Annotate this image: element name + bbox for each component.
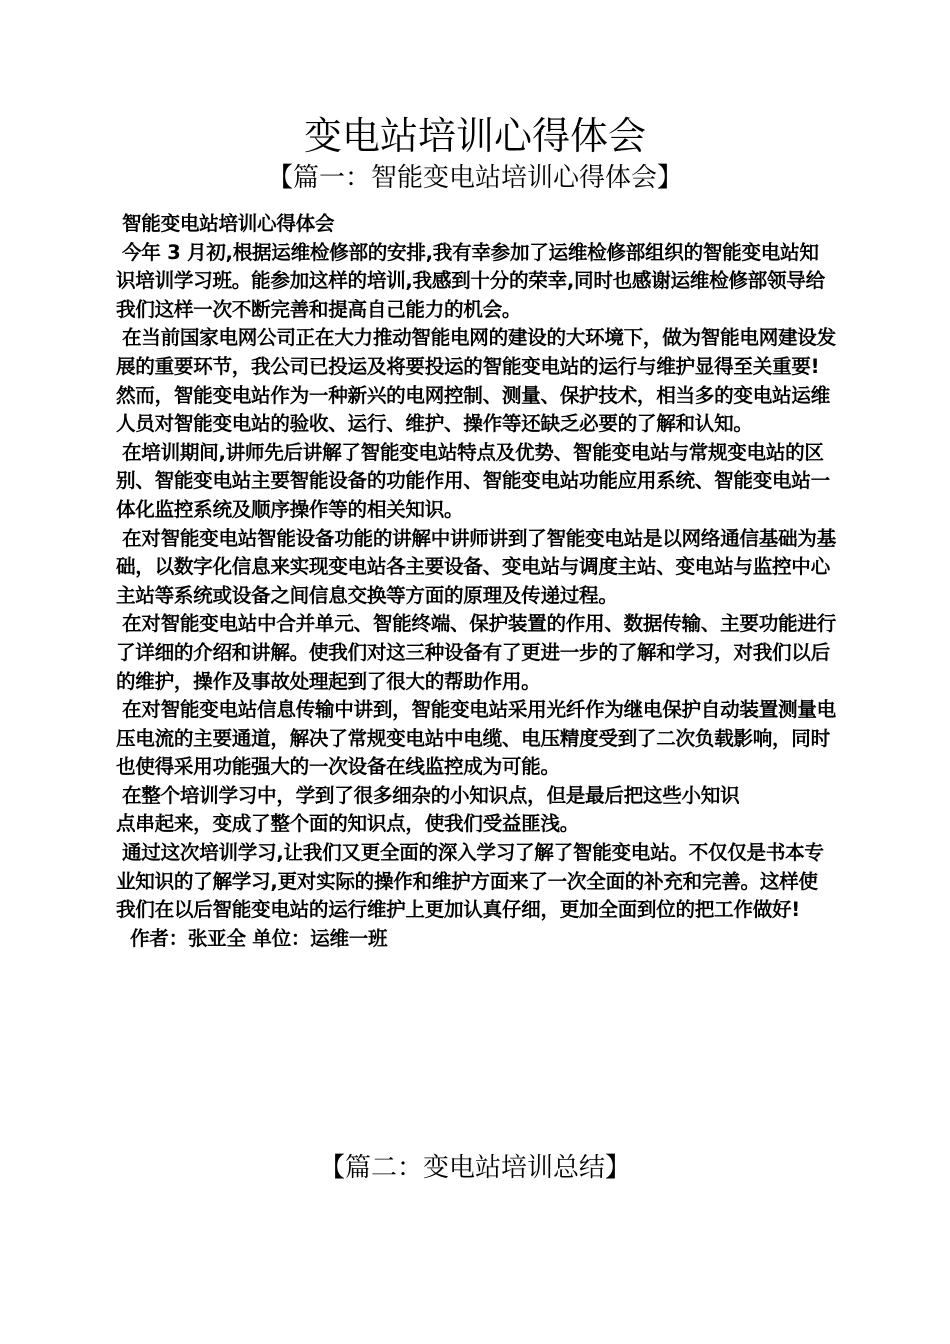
article-heading: 智能变电站培训心得体会 [122, 212, 335, 235]
paragraph: 在对智能变电站中合并单元、智能终端、保护装置的作用、数据传输、主要功能进行了详细的介绍和讲解。使我们对这三种设备有了更进一步的了解和学习，对我们以后的维护，操作及事故处理起到了很大的帮助作用。 [116, 612, 836, 693]
paragraph: 在对智能变电站智能设备功能的讲解中讲师讲到了智能变电站是以网络通信基础为基础，以数字化信息来实现变电站各主要设备、变电站与调度主站、变电站与监控中心主站等系统或设备之间信息交换等方面的原理及传递过程。 [116, 526, 836, 607]
paragraph: 今年 3 月初,根据运维检修部的安排,我有幸参加了运维检修部组织的智能变电站知识培训学习班。能参加这样的培训,我感到十分的荣幸,同时也感谢运维检修部领导给我们这样一次不断完善和提高自己能力的机会。 [116, 240, 825, 321]
paragraph: 在当前国家电网公司正在大力推动智能电网的建设的大环境下，做为智能电网建设发展的重要环节，我公司已投运及将要投运的智能变电站的运行与维护显得至关重要!然而，智能变电站作为一种新兴的电网控制、测量、保护技术，相当多的变电站运维人员对智能变电站的验收、运行、维护、操作等还缺乏必要的了解和认知。 [116, 326, 836, 436]
section-heading-2: 【篇二：变电站培训总结】 [318, 1153, 631, 1183]
author-line: 作者：张亚全 单位：运维一班 [130, 926, 388, 950]
paragraph: 在培训期间,讲师先后讲解了智能变电站特点及优势、智能变电站与常规变电站的区别、智能变电站主要智能设备的功能作用、智能变电站功能应用系统、智能变电站一体化监控系统及顺序操作等的相关知识。 [116, 440, 830, 521]
paragraph: 点串起来，变成了整个面的知识点，使我们受益匪浅。 [116, 812, 580, 836]
article-body [116, 210, 836, 953]
document-title: 变电站培训心得体会 [303, 114, 646, 158]
section-heading-1: 【篇一：智能变电站培训心得体会】 [266, 163, 683, 193]
paragraph: 在对智能变电站信息传输中讲到，智能变电站采用光纤作为继电保护自动装置测量电压电流的主要通道，解决了常规变电站中电缆、电压精度受到了二次负载影响，同时也使得采用功能强大的一次设备在线监控成为可能。 [116, 698, 836, 779]
paragraph: 在整个培训学习中，学到了很多细杂的小知识点，但是最后把这些小知识 [122, 783, 740, 807]
paragraph: 通过这次培训学习,让我们又更全面的深入学习了解了智能变电站。不仅仅是书本专业知识的了解学习,更对实际的操作和维护方面来了一次全面的补充和完善。这样使我们在以后智能变电站的运行维护上更加认真仔细，更加全面到位的把工作做好! [116, 841, 824, 922]
